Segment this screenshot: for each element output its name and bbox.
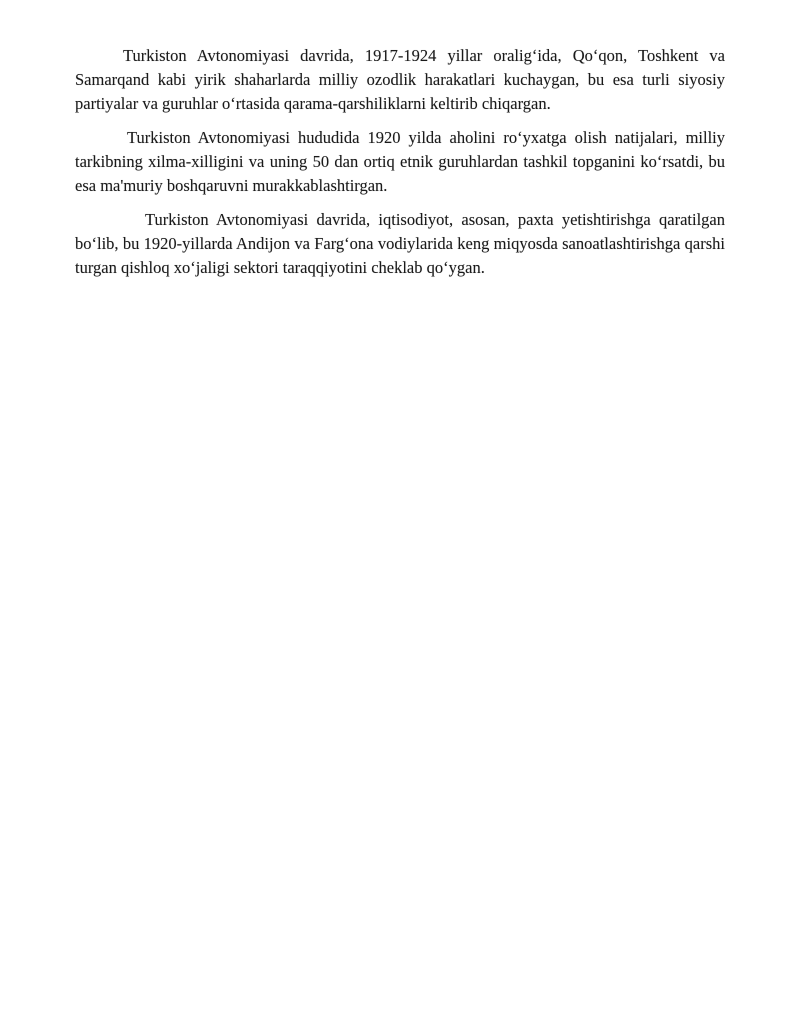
paragraph-3: Turkiston Avtonomiyasi davrida, iqtisodiyot, asosan, paxta yetishtirishga qaratilgan bo‘lib, bu 1920-yillarda Andijon va Farg‘ona vodiylarida keng miqyosda sanoatlashtirishga qarshi turgan qishloq xo‘jaligi sektori taraqqiyotini cheklab qo‘ygan.	[75, 210, 725, 277]
document-page	[75, 44, 725, 290]
paragraph-2: Turkiston Avtonomiyasi hududida 1920 yilda aholini ro‘yxatga olish natijalari, milliy tarkibning xilma-xilligini va uning 50 dan ortiq etnik guruhlardan tashkil topganini ko‘rsatdi, bu esa ma'muriy boshqaruvni murakkablashtirgan.	[75, 128, 725, 195]
paragraph-1: Turkiston Avtonomiyasi davrida, 1917-1924 yillar oralig‘ida, Qo‘qon, Toshkent va Samarqand kabi yirik shaharlarda milliy ozodlik harakatlari kuchaygan, bu esa turli siyosiy partiyalar va guruhlar o‘rtasida qarama-qarshiliklarni keltirib chiqargan.	[75, 46, 725, 113]
